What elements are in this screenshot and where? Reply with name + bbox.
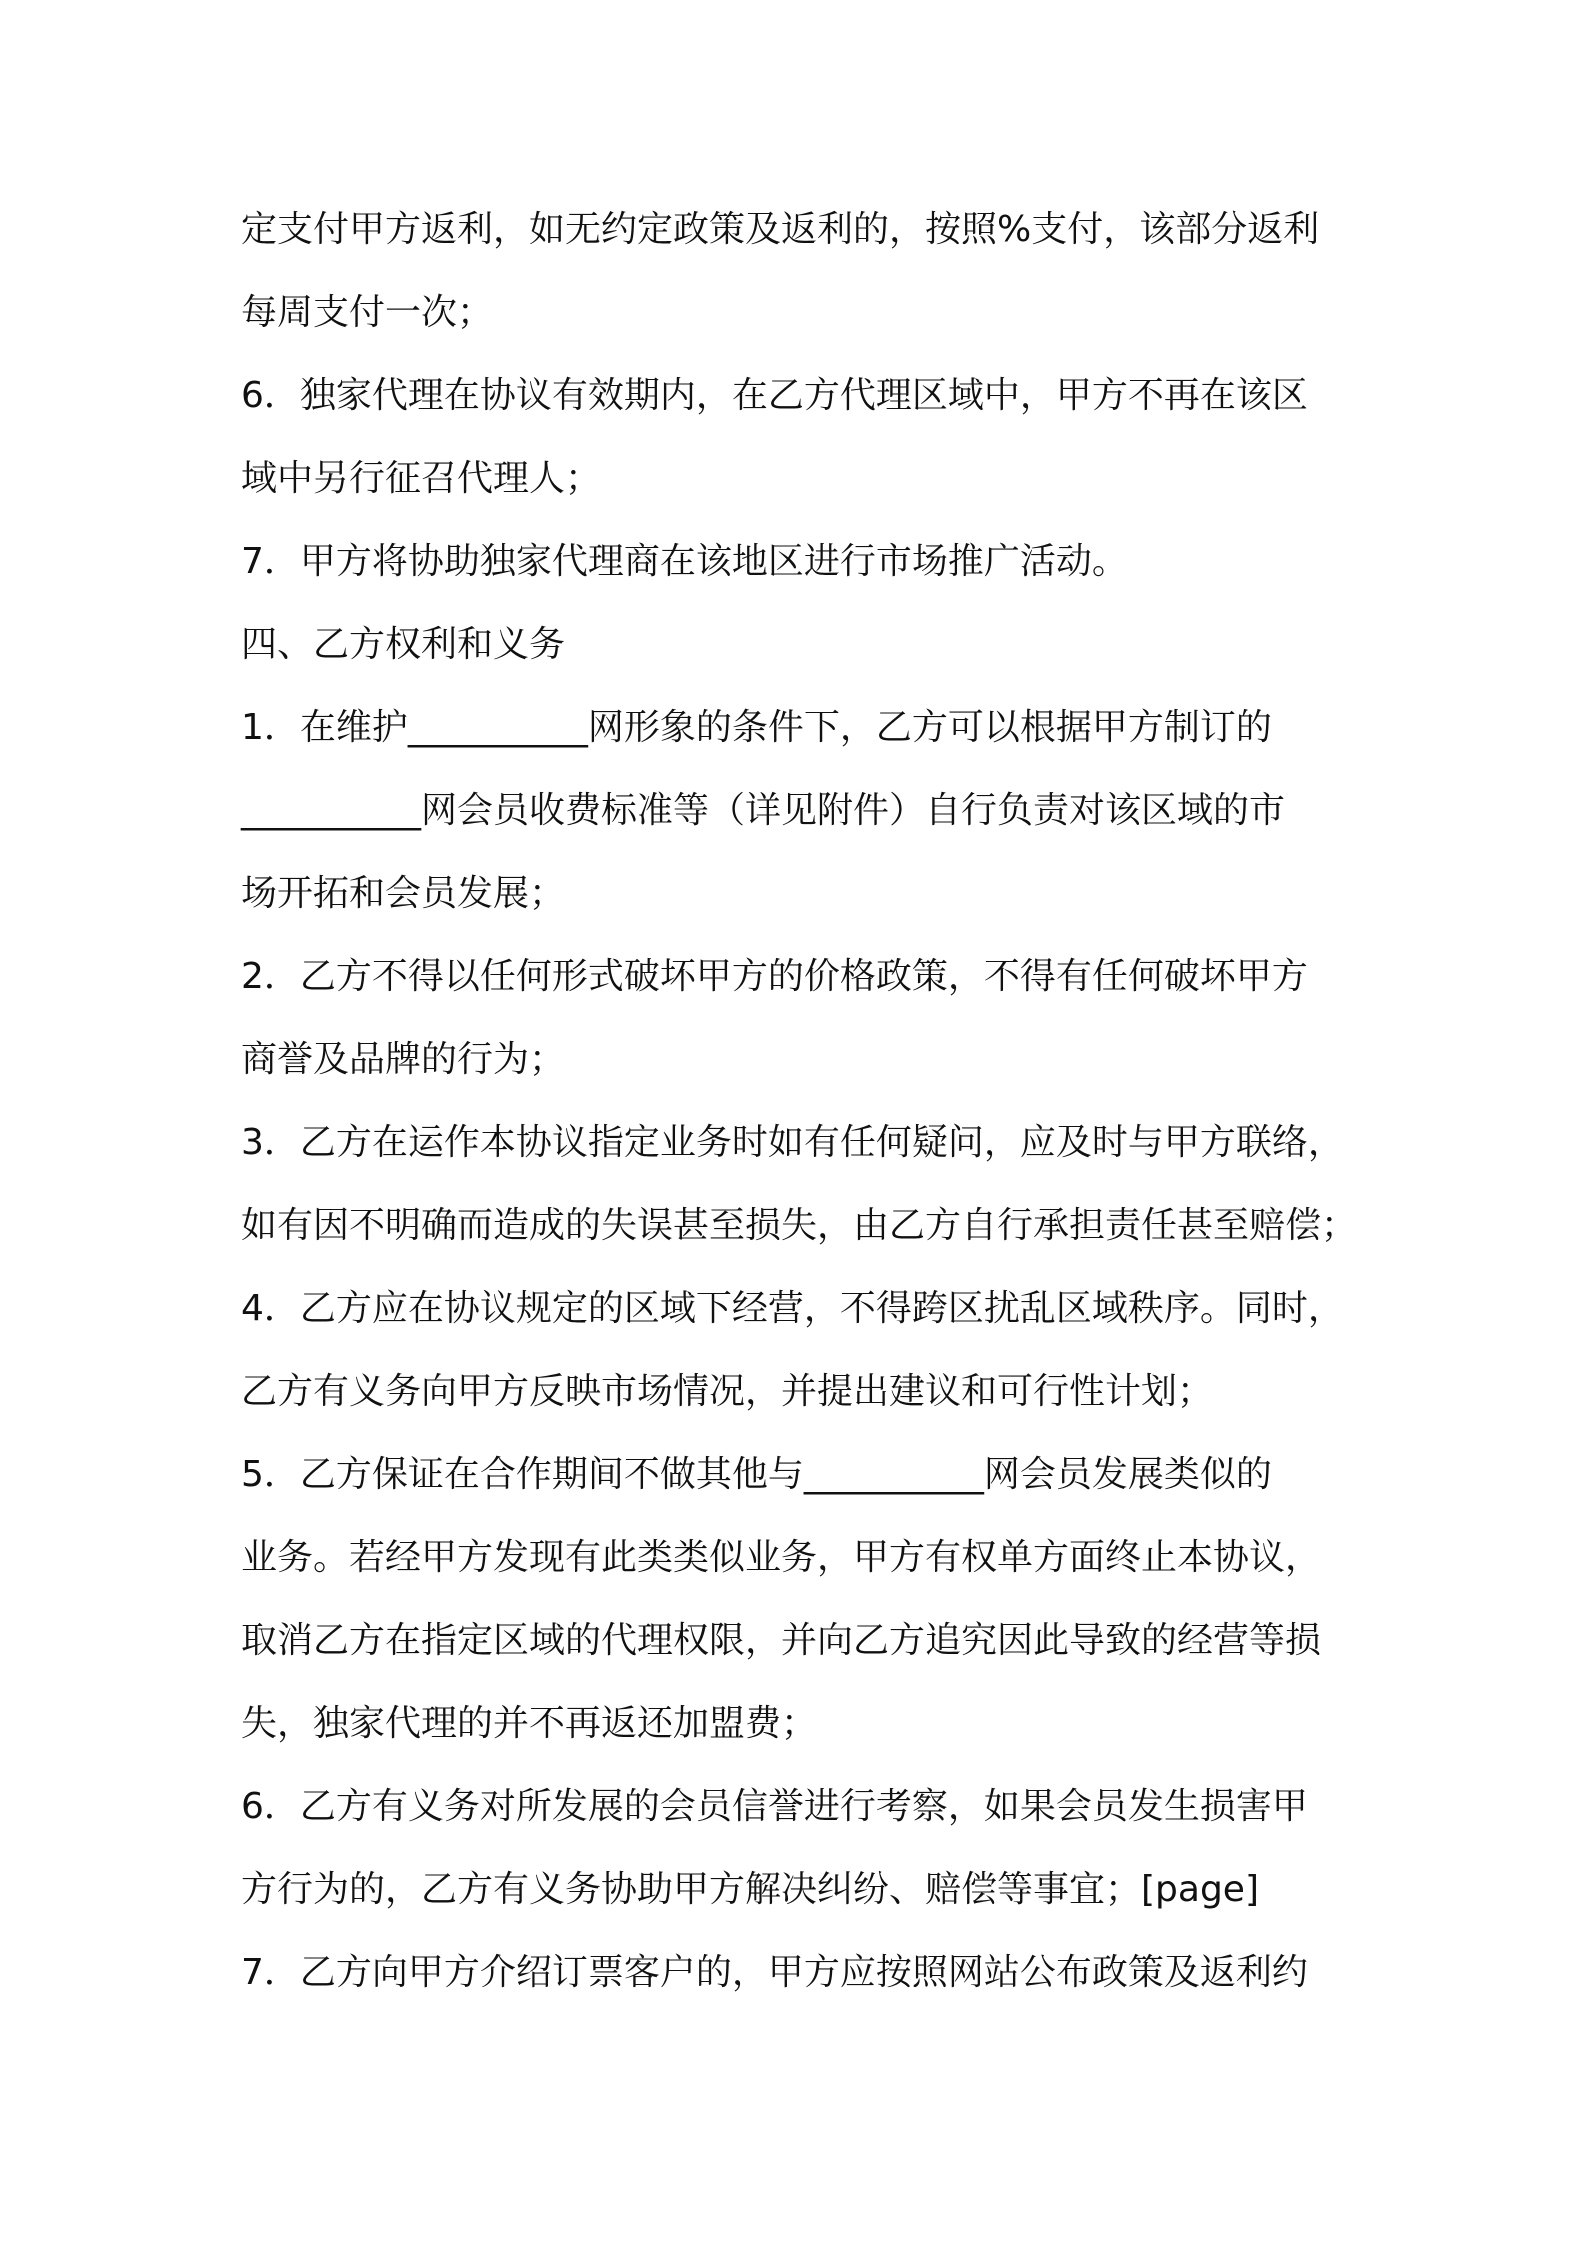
text-line: 3．乙方在运作本协议指定业务时如有任何疑问，应及时与甲方联络，	[241, 1122, 1344, 1163]
text-line: 如有因不明确而造成的失误甚至损失，由乙方自行承担责任甚至赔偿；	[241, 1205, 1358, 1246]
text-line: 方行为的，乙方有义务协助甲方解决纠纷、赔偿等事宜；[page]	[241, 1869, 1260, 1910]
text-line: 2．乙方不得以任何形式破坏甲方的价格政策，不得有任何破坏甲方	[241, 956, 1308, 997]
text-line: 商誉及品牌的行为；	[241, 1039, 566, 1080]
text-line: 5．乙方保证在合作期间不做其他与__________网会员发展类似的	[241, 1454, 1272, 1495]
text-line: 6．乙方有义务对所发展的会员信誉进行考察，如果会员发生损害甲	[241, 1786, 1308, 1827]
text-line: 7．甲方将协助独家代理商在该地区进行市场推广活动。	[241, 541, 1128, 582]
text-line: 定支付甲方返利，如无约定政策及返利的，按照%支付，该部分返利	[241, 209, 1320, 250]
text-line: 失，独家代理的并不再返还加盟费；	[241, 1703, 818, 1744]
section-heading: 四、乙方权利和义务	[241, 624, 566, 665]
text-line: 1．在维护__________网形象的条件下，乙方可以根据甲方制订的	[241, 707, 1272, 748]
text-line: 6．独家代理在协议有效期内，在乙方代理区域中，甲方不再在该区	[241, 375, 1308, 416]
text-line: __________网会员收费标准等（详见附件）自行负责对该区域的市	[241, 790, 1286, 831]
text-line: 4．乙方应在协议规定的区域下经营，不得跨区扰乱区域秩序。同时，	[241, 1288, 1344, 1329]
text-line: 7．乙方向甲方介绍订票客户的，甲方应按照网站公布政策及返利约	[241, 1952, 1308, 1993]
text-line: 乙方有义务向甲方反映市场情况，并提出建议和可行性计划；	[241, 1371, 1214, 1412]
text-line: 域中另行征召代理人；	[241, 458, 602, 499]
text-line: 业务。若经甲方发现有此类类似业务，甲方有权单方面终止本协议，	[241, 1537, 1322, 1578]
text-line: 取消乙方在指定区域的代理权限，并向乙方追究因此导致的经营等损	[241, 1620, 1322, 1661]
text-line: 每周支付一次；	[241, 292, 494, 333]
text-line: 场开拓和会员发展；	[241, 873, 566, 914]
